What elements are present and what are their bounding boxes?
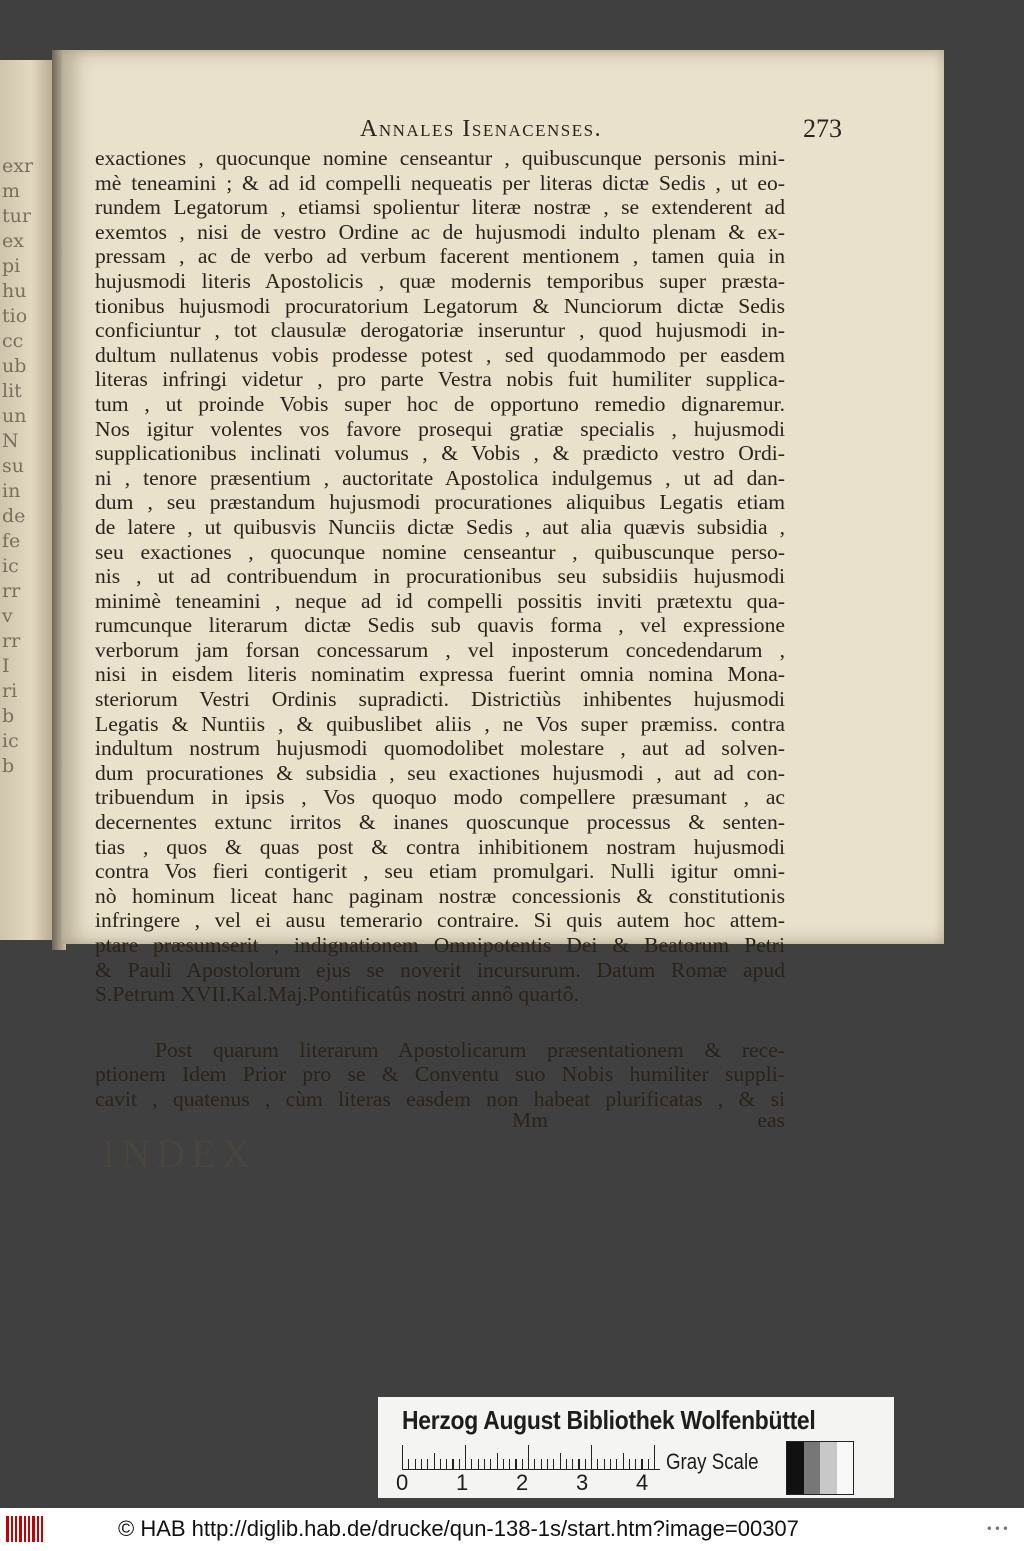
- ruler-tick: [534, 1459, 535, 1469]
- gray-scale-label: Gray Scale: [666, 1449, 759, 1474]
- facing-page-edge: [0, 60, 52, 940]
- page-number: 273: [803, 114, 842, 143]
- facing-page-fragment: tur: [2, 205, 31, 227]
- ruler-tick: [597, 1459, 598, 1469]
- ruler-tick: [490, 1459, 491, 1469]
- ruler-tick: [402, 1445, 403, 1469]
- text-line: Legatis & Nuntiis , & quibuslibet aliis , ne Vos super præmiss. contra: [95, 711, 785, 736]
- facing-page-fragment: I: [2, 655, 10, 677]
- ruler-tick: [578, 1459, 579, 1469]
- ruler-tick: [572, 1459, 573, 1469]
- ruler-tick: [434, 1453, 435, 1469]
- text-line: hujusmodi literis Apostolicis , quæ modernis temporibus super præsta-: [95, 268, 785, 293]
- ruler-tick: [509, 1459, 510, 1469]
- text-line: exemtos , nisi de vestro Ordine ac de hujusmodi indulto plenam & ex-: [95, 219, 785, 244]
- facing-page-fragment: lit: [2, 380, 22, 402]
- ruler-tick: [478, 1459, 479, 1469]
- text-line: de latere , ut quibusvis Nunciis dictæ Sedis , aut alia quævis subsidia ,: [95, 514, 785, 539]
- text-line: verborum jam forsan concessarum , vel inposterum concedendarum ,: [95, 637, 785, 662]
- ruler-tick: [465, 1445, 466, 1469]
- facing-page-fragment: ri: [2, 680, 18, 702]
- ruler-tick: [623, 1453, 624, 1469]
- ruler-tick: [629, 1459, 630, 1469]
- text-line: contra Vos fieri contigerit , seu etiam promulgari. Nulli igitur omni-: [95, 859, 785, 884]
- ruler-tick: [591, 1445, 592, 1469]
- text-line: S.Petrum XVII.Kal.Maj.Pontificatûs nostri annô quartô.: [95, 982, 579, 1007]
- text-line: dum procurationes & subsidia , seu exactiones hujusmodi , aut ad con-: [95, 760, 785, 785]
- text-line: ni , tenore præsentium , auctoritate Apostolica indulgemus , ut ad dan-: [95, 465, 785, 490]
- ruler-number: 4: [636, 1470, 649, 1495]
- ruler-tick: [440, 1459, 441, 1469]
- ruler-tick: [566, 1459, 567, 1469]
- facing-page-fragment: ic: [2, 555, 19, 577]
- facing-page-fragment: tio: [2, 305, 28, 327]
- ruler-tick: [503, 1459, 504, 1469]
- text-line: mè teneamini ; & ad id compelli nequeatis per literas dictæ Sedis , ut eo-: [95, 170, 785, 195]
- gray-swatches: [786, 1441, 854, 1495]
- copyright-url[interactable]: © HAB http://diglib.hab.de/drucke/qun-138-1s/start.htm?image=00307: [118, 1516, 799, 1541]
- barcode-bar: [19, 1516, 22, 1542]
- text-line: pressam , ac de verbo ad verbum facerent mentionem , tamen quia in: [95, 244, 785, 269]
- ruler-tick: [654, 1445, 655, 1469]
- body-text: [95, 146, 785, 1112]
- facing-page-fragment: cc: [2, 330, 24, 352]
- ruler-tick: [515, 1459, 516, 1469]
- facing-page-fragment: ex: [2, 230, 24, 252]
- barcode-bar: [28, 1516, 30, 1542]
- ruler-tick: [648, 1459, 649, 1469]
- ruler-tick: [610, 1459, 611, 1469]
- text-line: indultum nostrum hujusmodi quomodolibet molestare , aut ad solven-: [95, 736, 785, 761]
- barcode-bar: [24, 1516, 26, 1542]
- text-line: ptionem Idem Prior pro se & Conventu suo Nobis humiliter suppli-: [95, 1062, 785, 1087]
- text-line: tionibus hujusmodi procuratorium Legatorum & Nunciorum dictæ Sedis: [95, 293, 785, 318]
- text-line: rundem Legatorum , etiamsi spolientur literæ nostræ , se extenderent ad: [95, 195, 785, 220]
- text-line: nis , ut ad contribuendum in procurationibus seu subsidiis hujusmodi: [95, 564, 785, 589]
- ruler-number: 0: [396, 1470, 409, 1495]
- facing-page-fragment: de: [2, 505, 26, 527]
- running-head: Annales Isenacenses.: [360, 116, 603, 142]
- facing-page-fragment: un: [2, 405, 27, 427]
- barcode-bar: [11, 1516, 13, 1542]
- text-line: nisi in eisdem literis nominatim expressa fuerint omnia nomina Mona-: [95, 662, 785, 687]
- facing-page-fragment: m: [2, 180, 21, 202]
- text-line: rumcunque literarum dictæ Sedis sub quavis forma , vel expressione: [95, 613, 785, 638]
- text-line: tribuendum in ipsis , Vos quoquo modo compellere præsumant , ac: [95, 785, 785, 810]
- text-line: cavit , quatenus , cùm literas easdem non habeat plurificatas , & si: [95, 1086, 785, 1111]
- ruler-tick: [604, 1459, 605, 1469]
- ruler-tick: [641, 1459, 642, 1469]
- ruler-tick: [547, 1459, 548, 1469]
- status-bar: [0, 1508, 1024, 1551]
- book-page: [62, 50, 944, 1176]
- ruler-tick: [408, 1459, 409, 1469]
- text-line: supplicationibus inclinati volumus , & Vobis , & prædicto vestro Ordi-: [95, 441, 785, 466]
- facing-page-fragment: ic: [2, 730, 19, 752]
- facing-page-fragment: v: [2, 605, 13, 627]
- barcode-bar: [6, 1516, 9, 1542]
- ruler-tick: [415, 1459, 416, 1469]
- text-line: Nos igitur volentes vos favore prosequi gratiæ specialis , hujusmodi: [95, 416, 785, 441]
- text-line: tum , ut proinde Vobis super hoc de opportuno remedio dignaremur.: [95, 391, 785, 416]
- text-line: ptare præsumserit , indignationem Omnipotentis Dei & Beatorum Petri: [95, 933, 785, 957]
- signature-mark: Mm: [512, 1108, 548, 1132]
- facing-page-fragment: N: [2, 430, 19, 452]
- ruler-number: 1: [456, 1470, 469, 1495]
- ruler-number: 2: [516, 1470, 529, 1495]
- ruler-tick: [560, 1453, 561, 1469]
- text-line: tias , quos & quas post & contra inhibitionem nostram hujusmodi: [95, 834, 785, 859]
- text-line: & Pauli Apostolorum ejus se noverit incursurum. Datum Romæ apud: [95, 957, 785, 982]
- gray-swatch: [804, 1442, 821, 1494]
- ruler-tick: [616, 1459, 617, 1469]
- ruler-tick: [484, 1459, 485, 1469]
- ruler-labels: [396, 1470, 676, 1495]
- gray-swatch: [837, 1442, 854, 1494]
- paragraph-gap: [95, 1007, 785, 1038]
- ruler-tick: [471, 1459, 472, 1469]
- text-line: literas infringi videtur , pro parte Vestra nobis fuit humiliter supplica-: [95, 367, 785, 392]
- text-line: dultum nullatenus vobis prodesse potest , sed quodammodo per easdem: [95, 342, 785, 367]
- ruler-tick: [541, 1459, 542, 1469]
- ruler-tick: [427, 1459, 428, 1469]
- gray-swatch: [820, 1442, 837, 1494]
- ruler-tick: [553, 1459, 554, 1469]
- facing-page-fragment: su: [2, 455, 24, 477]
- more-icon[interactable]: •••: [985, 1522, 1010, 1536]
- text-line: seu exactiones , quocunque nomine censeantur , quibuscunque perso-: [95, 539, 785, 564]
- barcode-bar: [37, 1516, 39, 1542]
- ruler-tick: [452, 1459, 453, 1469]
- text-line: steriorum Vestri Ordinis supradicti. Districtiùs inhibentes hujusmodi: [95, 687, 785, 712]
- text-line: exactiones , quocunque nomine censeantur , quibuscunque personis mini-: [95, 146, 785, 170]
- ruler-number: 3: [576, 1470, 589, 1495]
- facing-page-fragment: in: [2, 480, 21, 502]
- barcode-icon: [6, 1516, 46, 1542]
- ruler-tick: [446, 1459, 447, 1469]
- gray-swatch: [787, 1442, 804, 1494]
- ruler-tick: [497, 1453, 498, 1469]
- facing-page-fragment: b: [2, 705, 15, 727]
- text-line: dum , seu præstandum hujusmodi procurationes aliquibus Legatis etiam: [95, 490, 785, 515]
- facing-page-fragment: hu: [2, 280, 27, 302]
- text-line: conficiuntur , tot clausulæ derogatoriæ inseruntur , quod hujusmodi in-: [95, 318, 785, 343]
- facing-page-fragment: ub: [2, 355, 27, 377]
- text-line: decernentes extunc irritos & inanes quoscunque processus & senten-: [95, 810, 785, 835]
- barcode-bar: [41, 1516, 43, 1542]
- library-name: Herzog August Bibliothek Wolfenbüttel: [402, 1405, 816, 1435]
- text-line: Post quarum literarum Apostolicarum præsentationem & rece-: [155, 1037, 785, 1062]
- ruler-tick: [528, 1445, 529, 1469]
- barcode-bar: [15, 1516, 17, 1542]
- ruler-tick: [635, 1459, 636, 1469]
- ruler-tick: [585, 1459, 586, 1469]
- text-line: infringere , vel ei ausu temerario contraire. Si quis autem hoc attem-: [95, 908, 785, 933]
- facing-page-fragment: pi: [2, 255, 21, 277]
- barcode-bar: [32, 1516, 35, 1542]
- facing-page-fragment: b: [2, 755, 15, 777]
- facing-page-fragment: rr: [2, 630, 21, 652]
- ruler: [402, 1443, 660, 1470]
- text-line: nò hominum liceat hanc paginam nostræ concessionis & constitutionis: [95, 883, 785, 908]
- ruler-tick: [459, 1459, 460, 1469]
- facing-page-fragment: fe: [2, 530, 21, 552]
- ruler-tick: [421, 1459, 422, 1469]
- facing-page-fragment: exr: [2, 155, 34, 177]
- ruler-tick: [522, 1459, 523, 1469]
- text-line: minimè teneamini , neque ad id compelli possitis inviti prætextu qua-: [95, 588, 785, 613]
- color-calibration-card: [378, 1397, 894, 1498]
- showthrough-text: INDEX: [102, 1131, 257, 1176]
- catchword: eas: [757, 1108, 785, 1132]
- facing-page-fragment: rr: [2, 580, 21, 602]
